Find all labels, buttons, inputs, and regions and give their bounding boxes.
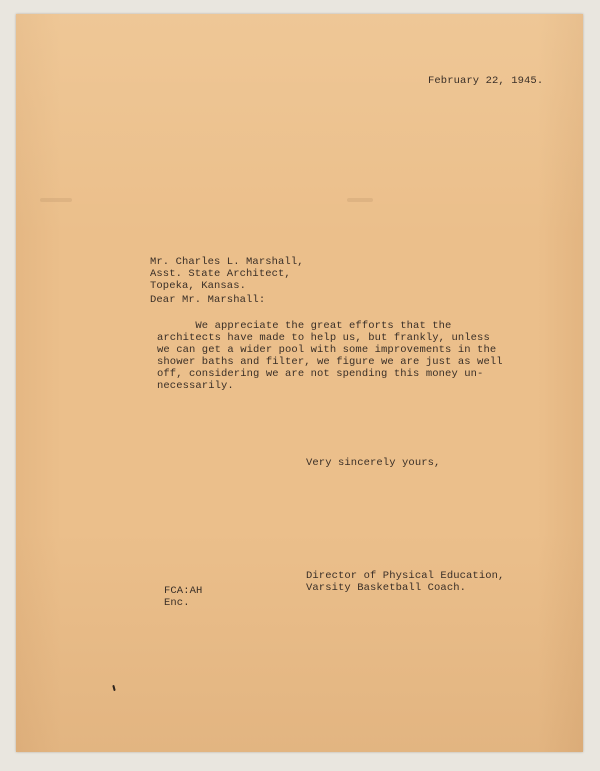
recipient-line: Topeka, Kansas. — [150, 280, 247, 292]
signature-line: Varsity Basketball Coach. — [306, 582, 467, 594]
reference-line: FCA:AH — [164, 585, 203, 597]
ink-bleed-mark — [40, 198, 72, 202]
body-line: architects have made to help us, but frankly, unless — [157, 332, 490, 344]
body-line: off, considering we are not spending this money un- — [157, 368, 484, 380]
recipient-line: Asst. State Architect, — [150, 268, 291, 280]
ink-speck — [112, 685, 115, 691]
letter-date: February 22, 1945. — [428, 75, 544, 87]
signature-line: Director of Physical Education, — [306, 570, 505, 582]
recipient-line: Mr. Charles L. Marshall, — [150, 256, 304, 268]
body-line: We appreciate the great efforts that the — [157, 320, 452, 332]
signature-block — [306, 570, 504, 594]
recipient-address — [150, 256, 304, 292]
letter-body — [157, 320, 503, 392]
body-line: necessarily. — [157, 380, 234, 392]
body-line: we can get a wider pool with some improvements in the — [157, 344, 497, 356]
ink-bleed-mark — [347, 198, 373, 202]
closing: Very sincerely yours, — [306, 457, 441, 469]
reference-initials — [164, 585, 202, 609]
body-line: shower baths and filter, we figure we are just as well — [157, 356, 503, 368]
reference-line: Enc. — [164, 597, 190, 609]
salutation: Dear Mr. Marshall: — [150, 294, 266, 306]
letter-page — [16, 14, 583, 752]
